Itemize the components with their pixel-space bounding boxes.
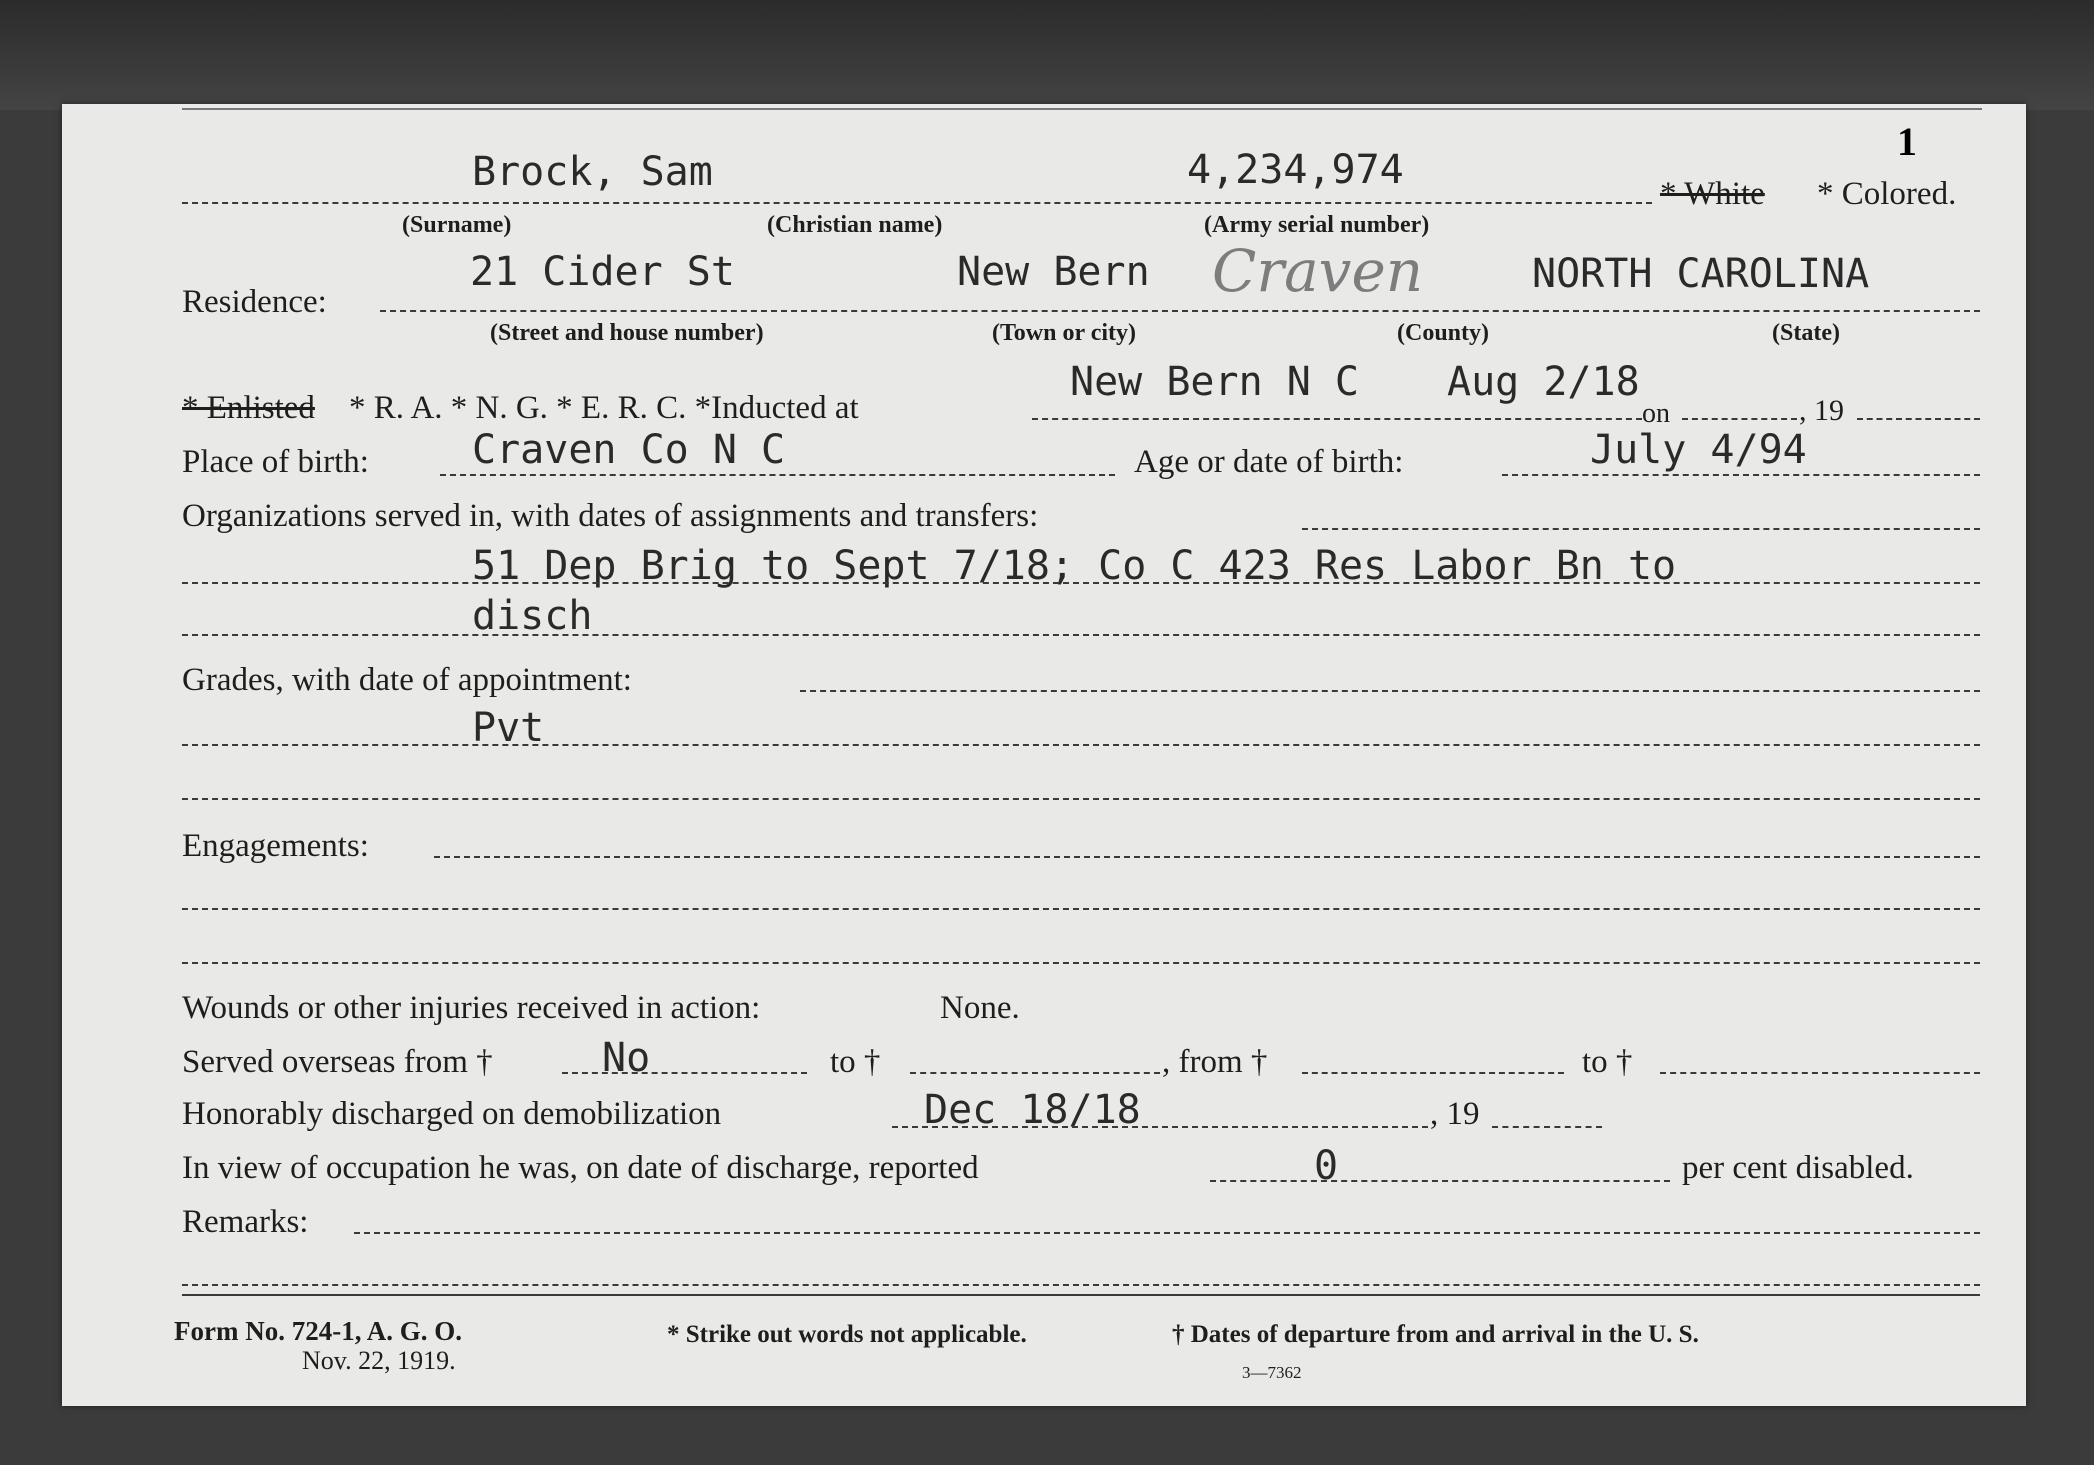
discharge-year-line <box>1492 1126 1602 1128</box>
overseas-from-line <box>562 1072 807 1074</box>
residence-line <box>380 310 1980 312</box>
form-date: Nov. 22, 1919. <box>302 1346 456 1375</box>
disability-label: In view of occupation he was, on date of discharge, reported <box>182 1150 979 1186</box>
remarks-line-1 <box>182 1284 1980 1286</box>
remarks-line-0 <box>354 1232 1980 1234</box>
overseas-to-label: to † <box>830 1044 881 1080</box>
organizations-line1-value: 51 Dep Brig to Sept 7/18; Co C 423 Res Labor Bn to <box>472 543 1677 589</box>
induction-date-line <box>1682 418 1797 420</box>
grades-line-0 <box>800 690 1980 692</box>
residence-town: New Bern <box>957 249 1150 295</box>
overseas-from2-label: , from † <box>1162 1044 1268 1080</box>
induction-date: Aug 2/18 <box>1447 359 1640 405</box>
discharge-year-label: , 19 <box>1430 1096 1480 1132</box>
birth-place-line <box>440 474 1115 476</box>
engagements-line-2 <box>182 962 1980 964</box>
induction-place: New Bern N C <box>1070 359 1359 405</box>
name-value: Brock, Sam <box>472 149 713 195</box>
birth-place-label: Place of birth: <box>182 444 369 480</box>
enlisted-label: * Enlisted <box>182 390 315 426</box>
card-number: 1 <box>1897 119 1917 164</box>
grades-line-1 <box>182 744 1980 746</box>
induction-line <box>1032 418 1642 420</box>
birth-place-value: Craven Co N C <box>472 427 786 473</box>
discharge-line <box>892 1126 1428 1128</box>
residence-state: NORTH CAROLINA <box>1532 251 1870 297</box>
form-number: Form No. 724-1, A. G. O. <box>174 1316 462 1346</box>
grades-value: Pvt <box>472 705 545 751</box>
induction-year-line <box>1857 418 1980 420</box>
grades-line-2 <box>182 798 1980 800</box>
organizations-line2-value: disch <box>472 593 593 639</box>
wounds-label: Wounds or other injuries received in action: <box>182 990 761 1026</box>
service-record-card <box>62 104 2026 1406</box>
footer-rule <box>182 1294 1980 1296</box>
organizations-line-1 <box>182 582 1980 584</box>
top-rule <box>182 108 1982 110</box>
christian-name-caption: (Christian name) <box>767 212 943 238</box>
overseas-to-line <box>910 1072 1160 1074</box>
wounds-value: None. <box>940 990 1020 1026</box>
remarks-label: Remarks: <box>182 1204 309 1240</box>
engagements-line-1 <box>182 908 1980 910</box>
engagements-label: Engagements: <box>182 828 369 864</box>
birth-date-line <box>1502 474 1980 476</box>
state-caption: (State) <box>1772 320 1840 346</box>
discharge-label: Honorably discharged on demobilization <box>182 1096 722 1132</box>
race-white-label: * White <box>1660 176 1765 212</box>
overseas-to2-line <box>1660 1072 1980 1074</box>
overseas-from2-line <box>1302 1072 1564 1074</box>
disability-value: 0 <box>1314 1143 1339 1189</box>
residence-street: 21 Cider St <box>470 249 735 295</box>
birth-date-label: Age or date of birth: <box>1134 444 1404 480</box>
race-colored-label: * Colored. <box>1817 176 1957 212</box>
grades-label: Grades, with date of appointment: <box>182 662 632 698</box>
organizations-label: Organizations served in, with dates of assignments and transfers: <box>182 498 1039 534</box>
discharge-date: Dec 18/18 <box>924 1087 1141 1133</box>
induction-on-label: on <box>1642 398 1670 429</box>
surname-caption: (Surname) <box>402 212 512 238</box>
disability-suffix: per cent disabled. <box>1682 1150 1914 1186</box>
induction-year-label: , 19 <box>1799 394 1844 427</box>
organizations-line-0 <box>1302 528 1980 530</box>
engagements-line-0 <box>434 856 1980 858</box>
disability-line <box>1210 1180 1670 1182</box>
birth-date-value: July 4/94 <box>1590 427 1807 473</box>
street-caption: (Street and house number) <box>490 320 764 346</box>
name-line <box>182 202 1652 204</box>
residence-county-handwritten: Craven <box>1212 237 1424 305</box>
strike-note: * Strike out words not applicable. <box>667 1321 1027 1348</box>
dates-note: † Dates of departure from and arrival in the U. S. <box>1172 1321 1699 1348</box>
print-code: 3—7362 <box>1242 1363 1302 1382</box>
organizations-line-2 <box>182 634 1980 636</box>
overseas-to2-label: to † <box>1582 1044 1633 1080</box>
overseas-value: No <box>602 1035 651 1081</box>
serial-value: 4,234,974 <box>1187 147 1404 193</box>
residence-label: Residence: <box>182 284 327 320</box>
overseas-from-label: Served overseas from † <box>182 1044 493 1080</box>
town-caption: (Town or city) <box>992 320 1136 346</box>
county-caption: (County) <box>1397 320 1490 346</box>
serial-caption: (Army serial number) <box>1204 212 1430 238</box>
induction-type-label: * R. A. * N. G. * E. R. C. *Inducted at <box>349 390 859 426</box>
scanner-backdrop <box>0 0 2094 110</box>
